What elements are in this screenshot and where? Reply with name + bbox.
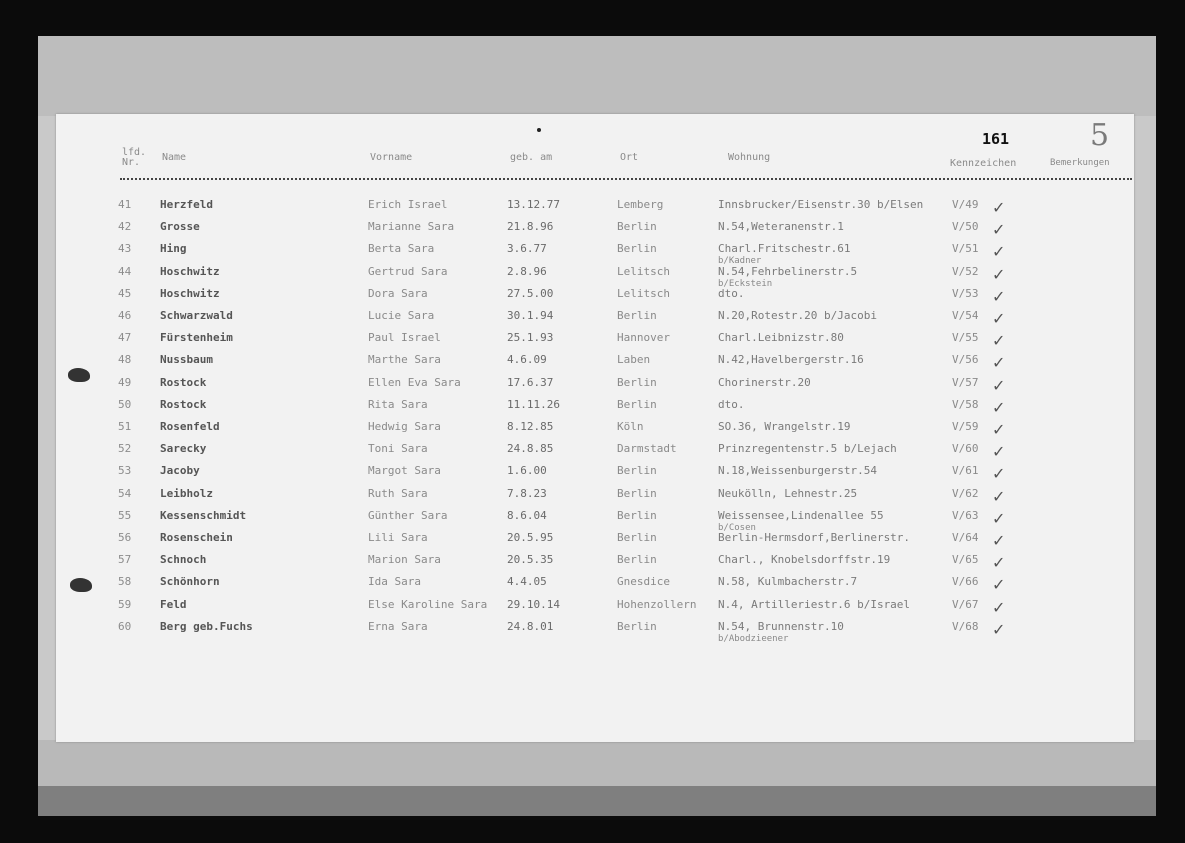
address: N.58, Kulmbacherstr.7 [718, 575, 858, 589]
identifier-code: V/58 [952, 397, 979, 411]
given-name: Günther Sara [368, 508, 448, 522]
row-number: 60 [118, 619, 132, 633]
row-number: 47 [118, 331, 132, 345]
address: N.18,Weissenburgerstr.54 [718, 464, 877, 478]
address: Charl.Fritschestr.61 [718, 242, 851, 256]
birth-place: Berlin [617, 531, 657, 544]
table-row [0, 460, 1185, 482]
birth-date: 20.5.95 [507, 531, 554, 544]
identifier-code: V/59 [952, 420, 979, 433]
checkmark-icon: ✓ [992, 420, 1006, 439]
birth-date: 2.8.96 [507, 264, 547, 278]
header-name: Name [162, 152, 187, 163]
birth-date: 7.8.23 [507, 486, 547, 500]
identifier-code: V/53 [952, 286, 979, 300]
header-kennzeichen: Kennzeichen [950, 158, 1017, 169]
header-bemerkungen: Bemerkungen [1050, 158, 1110, 168]
birth-date: 24.8.85 [507, 442, 554, 456]
surname: Sarecky [160, 442, 207, 456]
given-name: Ellen Eva Sara [368, 375, 461, 389]
birth-date: 21.8.96 [507, 220, 554, 234]
checkmark-icon: ✓ [992, 442, 1006, 462]
identifier-code: V/68 [952, 619, 979, 633]
birth-place: Hohenzollern [617, 597, 697, 611]
row-number: 49 [118, 375, 132, 389]
table-row [0, 438, 1185, 460]
row-number: 53 [118, 464, 132, 478]
birth-place: Lelitsch [617, 264, 670, 278]
surname: Rostock [160, 397, 207, 411]
table-row [0, 594, 1185, 616]
table-row [0, 527, 1185, 549]
surname: Berg geb.Fuchs [160, 619, 253, 633]
birth-date: 3.6.77 [507, 242, 547, 256]
page-number: 161 [982, 130, 1010, 148]
row-number: 44 [118, 264, 132, 278]
row-number: 57 [118, 553, 132, 567]
birth-place: Berlin [617, 508, 657, 522]
checkmark-icon: ✓ [992, 220, 1006, 240]
birth-place: Berlin [617, 397, 657, 411]
table-row [0, 549, 1185, 571]
table-row [0, 194, 1185, 216]
given-name: Ida Sara [368, 575, 421, 589]
row-number: 48 [118, 353, 132, 367]
birth-date: 13.12.77 [507, 198, 560, 211]
identifier-code: V/49 [952, 198, 979, 211]
address: Charl.Leibnizstr.80 [718, 331, 844, 345]
checkmark-icon: ✓ [992, 353, 1006, 373]
checkmark-icon: ✓ [992, 242, 1006, 262]
identifier-code: V/56 [952, 353, 979, 367]
identifier-code: V/67 [952, 597, 979, 611]
given-name: Hedwig Sara [368, 420, 441, 433]
given-name: Berta Sara [368, 242, 435, 256]
identifier-code: V/60 [952, 442, 979, 456]
header-wohnung: Wohnung [728, 152, 771, 163]
given-name: Ruth Sara [368, 486, 428, 500]
checkmark-icon: ✓ [992, 331, 1006, 351]
table-row [0, 505, 1185, 533]
birth-place: Berlin [617, 619, 657, 633]
given-name: Erich Israel [368, 198, 448, 211]
birth-place: Berlin [617, 220, 657, 234]
board-top-edge [38, 36, 1156, 116]
birth-date: 30.1.94 [507, 309, 554, 322]
checkmark-icon: ✓ [992, 264, 1006, 284]
given-name: Dora Sara [368, 286, 428, 300]
ink-blot [68, 368, 90, 382]
row-number: 54 [118, 486, 132, 500]
birth-date: 8.6.04 [507, 508, 547, 522]
birth-place: Berlin [617, 375, 657, 389]
address: Prinzregentenstr.5 b/Lejach [718, 442, 897, 456]
given-name: Marianne Sara [368, 220, 455, 234]
birth-date: 11.11.26 [507, 397, 560, 411]
table-row [0, 616, 1185, 644]
surname: Schönhorn [160, 575, 220, 589]
identifier-code: V/55 [952, 331, 979, 345]
given-name: Gertrud Sara [368, 264, 448, 278]
checkmark-icon: ✓ [992, 575, 1006, 595]
table-row [0, 261, 1185, 289]
board-shadow-band [38, 786, 1156, 816]
birth-date: 24.8.01 [507, 619, 554, 633]
table-row [0, 483, 1185, 505]
checkmark-icon: ✓ [992, 375, 1006, 395]
surname: Feld [160, 597, 187, 611]
surname: Schnoch [160, 553, 207, 567]
punch-dot [537, 128, 541, 132]
birth-date: 27.5.00 [507, 286, 554, 300]
address: Innsbrucker/Eisenstr.30 b/Elsen [718, 198, 924, 211]
row-number: 51 [118, 420, 132, 433]
surname: Jacoby [160, 464, 200, 478]
identifier-code: V/54 [952, 309, 979, 322]
surname: Schwarzwald [160, 309, 233, 322]
row-number: 43 [118, 242, 132, 256]
given-name: Paul Israel [368, 331, 441, 345]
birth-date: 8.12.85 [507, 420, 554, 433]
table-row [0, 372, 1185, 394]
checkmark-icon: ✓ [992, 309, 1006, 328]
given-name: Lili Sara [368, 531, 428, 544]
given-name: Lucie Sara [368, 309, 435, 322]
address-note: b/Cosen [718, 522, 756, 533]
table-row [0, 571, 1185, 593]
row-number: 59 [118, 597, 132, 611]
identifier-code: V/63 [952, 508, 979, 522]
address: Berlin-Hermsdorf,Berlinerstr. [718, 531, 911, 544]
address-note: b/Eckstein [718, 278, 773, 289]
given-name: Marion Sara [368, 553, 441, 567]
header-nr: lfd. Nr. [122, 147, 147, 168]
surname: Nussbaum [160, 353, 213, 367]
address-note: b/Kadner [718, 256, 762, 267]
identifier-code: V/66 [952, 575, 979, 589]
given-name: Toni Sara [368, 442, 428, 456]
given-name: Rita Sara [368, 397, 428, 411]
surname: Hoschwitz [160, 286, 220, 300]
identifier-code: V/50 [952, 220, 979, 234]
row-number: 55 [118, 508, 132, 522]
surname: Hing [160, 242, 187, 256]
address: Chorinerstr.20 [718, 375, 811, 389]
row-number: 45 [118, 286, 132, 300]
row-number: 41 [118, 198, 132, 211]
checkmark-icon: ✓ [992, 508, 1006, 528]
header-rule [120, 178, 1132, 180]
birth-place: Gnesdice [617, 575, 670, 589]
given-name: Marthe Sara [368, 353, 441, 367]
address: N.54,Fehrbelinerstr.5 [718, 264, 858, 278]
table-row [0, 238, 1185, 267]
header-vorname: Vorname [370, 152, 413, 163]
checkmark-icon: ✓ [992, 553, 1006, 573]
birth-date: 1.6.00 [507, 464, 547, 478]
birth-place: Darmstadt [617, 442, 677, 456]
row-number: 46 [118, 309, 132, 322]
address: N.54, Brunnenstr.10 [718, 619, 844, 633]
address: dto. [718, 397, 745, 411]
row-number: 52 [118, 442, 132, 456]
checkmark-icon: ✓ [992, 619, 1006, 639]
identifier-code: V/62 [952, 486, 979, 500]
surname: Kessenschmidt [160, 508, 247, 522]
address: N.20,Rotestr.20 b/Jacobi [718, 309, 877, 322]
checkmark-icon: ✓ [992, 198, 1006, 217]
table-row [0, 283, 1185, 305]
birth-place: Laben [617, 353, 651, 367]
address: Neukölln, Lehnestr.25 [718, 486, 858, 500]
birth-date: 17.6.37 [507, 375, 554, 389]
given-name: Margot Sara [368, 464, 441, 478]
given-name: Else Karoline Sara [368, 597, 488, 611]
birth-place: Berlin [617, 309, 657, 322]
birth-place: Berlin [617, 553, 657, 567]
birth-date: 4.4.05 [507, 575, 547, 589]
table-row [0, 305, 1185, 327]
address: N.42,Havelbergerstr.16 [718, 353, 864, 367]
checkmark-icon: ✓ [992, 531, 1006, 550]
birth-place: Lelitsch [617, 286, 670, 300]
table-row [0, 216, 1185, 238]
birth-place: Hannover [617, 331, 670, 345]
row-number: 42 [118, 220, 132, 234]
address: Charl., Knobelsdorffstr.19 [718, 553, 891, 567]
surname: Leibholz [160, 486, 213, 500]
table-row [0, 349, 1185, 371]
given-name: Erna Sara [368, 619, 428, 633]
identifier-code: V/57 [952, 375, 979, 389]
address-note: b/Abodzieener [718, 633, 789, 644]
address: N.4, Artilleriestr.6 b/Israel [718, 597, 911, 611]
birth-place: Berlin [617, 486, 657, 500]
checkmark-icon: ✓ [992, 597, 1006, 617]
row-number: 50 [118, 397, 132, 411]
handwritten-page-mark: 5 [1090, 118, 1110, 153]
surname: Rostock [160, 375, 207, 389]
surname: Rosenschein [160, 531, 233, 544]
surname: Grosse [160, 220, 200, 234]
birth-date: 25.1.93 [507, 331, 554, 345]
checkmark-icon: ✓ [992, 397, 1006, 417]
checkmark-icon: ✓ [992, 486, 1006, 506]
table-row [0, 394, 1185, 416]
surname: Hoschwitz [160, 264, 220, 278]
birth-place: Berlin [617, 464, 657, 478]
address: N.54,Weteranenstr.1 [718, 220, 844, 234]
identifier-code: V/52 [952, 264, 979, 278]
header-ort: Ort [620, 152, 639, 163]
address: dto. [718, 286, 745, 300]
row-number: 58 [118, 575, 132, 589]
birth-date: 4.6.09 [507, 353, 547, 367]
address: Weissensee,Lindenallee 55 [718, 508, 884, 522]
birth-date: 20.5.35 [507, 553, 554, 567]
birth-place: Lemberg [617, 198, 664, 211]
address: SO.36, Wrangelstr.19 [718, 420, 851, 433]
header-geboren: geb. am [510, 152, 553, 163]
identifier-code: V/65 [952, 553, 979, 567]
identifier-code: V/61 [952, 464, 979, 478]
identifier-code: V/64 [952, 531, 979, 544]
checkmark-icon: ✓ [992, 286, 1006, 306]
table-row [0, 327, 1185, 349]
checkmark-icon: ✓ [992, 464, 1006, 484]
birth-place: Berlin [617, 242, 657, 256]
surname: Herzfeld [160, 198, 213, 211]
ink-blot [70, 578, 92, 592]
surname: Rosenfeld [160, 420, 220, 433]
surname: Fürstenheim [160, 331, 233, 345]
table-row [0, 416, 1185, 438]
row-number: 56 [118, 531, 132, 544]
birth-date: 29.10.14 [507, 597, 560, 611]
identifier-code: V/51 [952, 242, 979, 256]
birth-place: Köln [617, 420, 644, 433]
